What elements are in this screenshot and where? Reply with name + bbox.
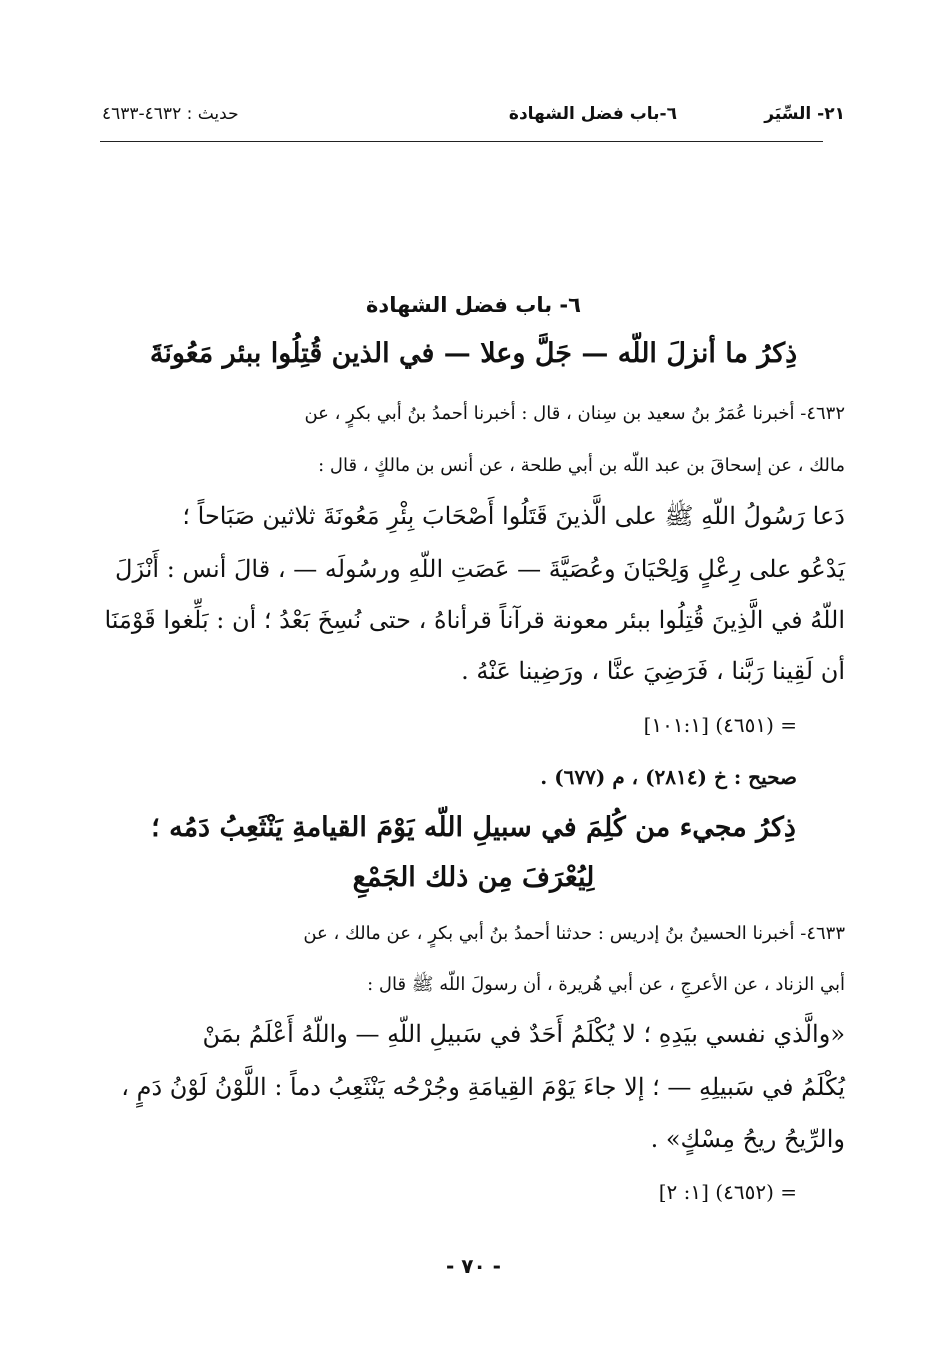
section-heading-2: ذِكرُ مجيء من كُلِمَ في سبيلِ اللّه يَوْمَ القيامةِ يَنْثَعِبُ دَمُه ؛ [151, 812, 796, 843]
matn-line: اللّهُ في الَّذِينَ قُتِلُوا ببئر معونة قرآناً قرأناهُ ، حتى نُسِخَ بَعْدُ ؛ أن : بَلِّغوا قَوْمَنَا [104, 606, 845, 634]
cross-reference: = (٤٦٥١) [١٠١:١] [643, 713, 797, 737]
matn-line: دَعا رَسُولُ اللّهِ ﷺ على الَّذينَ قَتَلُوا أَصْحَابَ بِئْرِ مَعُونَةَ ثلاثين صَبَاحاً ؛ [182, 502, 845, 530]
matn-line: يَدْعُو على رِعْلٍ وَلِحْيَانَ وعُصَيَّةَ — عَصَتِ اللّهِ ورسُولَه — ، قالَ أنس : أَنْزَلَ [115, 555, 845, 583]
running-header-book: ٢١- السِّيَر [764, 104, 845, 124]
matn-line: «والَّذي نفسي بيَدِهِ ؛ لا يُكْلَمُ أَحَدٌ في سَبيلِ اللّهِ — واللّهُ أَعْلَمُ بمَنْ [202, 1020, 845, 1048]
isnad-line: ٤٦٣٣- أخبرنا الحسينُ بنُ إدريس : حدثنا أحمدُ بنُ أبي بكرٍ ، عن مالك ، عن [303, 923, 845, 944]
isnad-line: أبي الزناد ، عن الأعرجِ ، عن أبي هُريرة ، أن رسولَ اللّه ﷺ قال : [367, 974, 845, 995]
isnad-line: مالك ، عن إسحاقَ بن عبد اللّه بن أبي طلحة ، عن أنس بن مالكٍ ، قال : [318, 455, 845, 476]
matn-line: أن لَقِينا رَبَّنا ، فَرَضِيَ عنَّا ، ورَضِينا عَنْهُ . [461, 657, 845, 685]
chapter-title: ٦- باب فضل الشهادة [366, 293, 581, 317]
running-header-chapter: ٦-باب فضل الشهادة [508, 104, 677, 124]
running-header-hadith-range: حديث : ٤٦٣٢-٤٦٣٣ [102, 104, 239, 124]
grading-note: صحيح : خ (٢٨١٤) ، م (٦٧٧) . [540, 765, 797, 789]
matn-line: والرِّيحُ ريحُ مِسْكٍ» . [650, 1125, 845, 1153]
cross-reference: = (٤٦٥٢) [١: ٢] [658, 1180, 797, 1204]
matn-line: يُكْلَمُ في سَبيلِهِ — ؛ إلا جاءَ يَوْمَ القِيامَةِ وجُرْحُه يَنْثَعِبُ دماً : اللَّوْنُ لَوْنُ دَمٍ ، [121, 1073, 845, 1101]
page-number: - ٧٠ - [446, 1254, 501, 1278]
section-heading-1: ذِكرُ ما أنزلَ اللّه — جَلَّ وعلا — في الذين قُتِلُوا ببئر مَعُونَةَ [149, 338, 798, 369]
isnad-line: ٤٦٣٢- أخبرنا عُمَرُ بنُ سعيد بن سِنان ، قال : أخبرنا أحمدُ بنُ أبي بكرٍ ، عن [304, 403, 845, 424]
header-rule [100, 141, 823, 142]
section-heading-2-cont: لِيُعْرَفَ مِن ذلك الجَمْعِ [352, 862, 595, 893]
